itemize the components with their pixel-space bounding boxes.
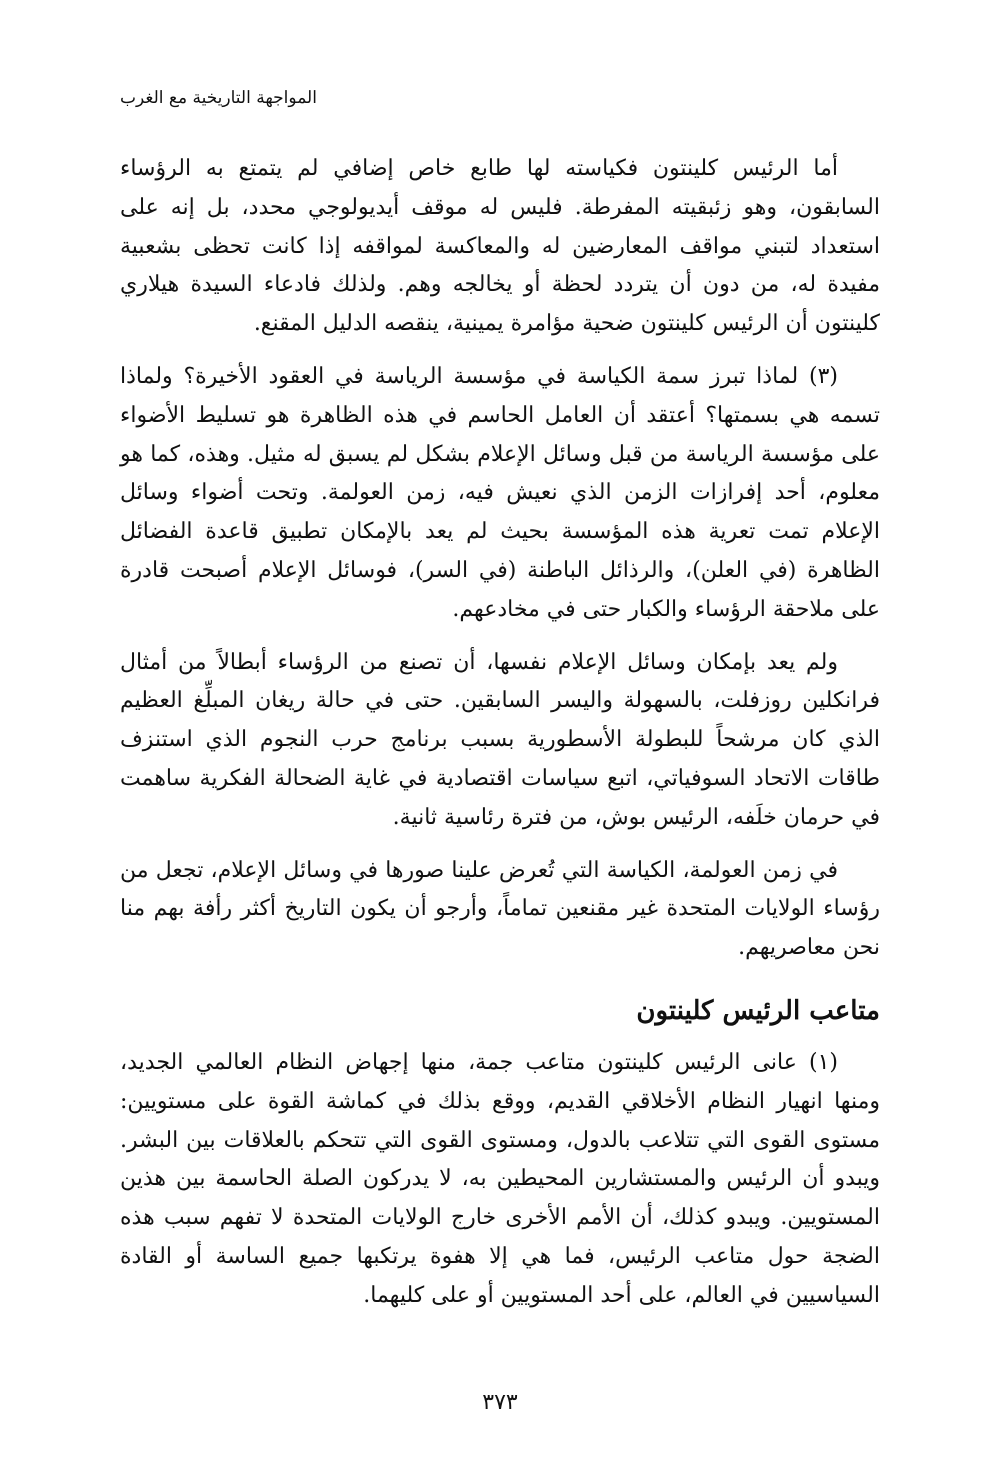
running-head: المواجهة التاريخية مع الغرب <box>120 88 317 108</box>
paragraph: (٣) لماذا تبرز سمة الكياسة في مؤسسة الرياسة في العقود الأخيرة؟ ولماذا تسمه هي بسمتها؟ أعتقد أن العامل الحاسم في هذه الظاهرة هو تسليط الأضواء على مؤسسة الرياسة من قبل وسائل الإعلام بشكل لم يسبق له مثيل. وهذه، كما هو معلوم، أحد إفرازات الزمن الذي نعيش فيه، زمن العولمة. وتحت أضواء وسائل الإعلام تمت تعرية هذه المؤسسة بحيث لم يعد بالإمكان تطبيق قاعدة الفضائل الظاهرة (في العلن)، والرذائل الباطنة (في السر)، فوسائل الإعلام أصبحت قادرة على ملاحقة الرؤساء والكبار حتى في مخادعهم. <box>120 363 880 622</box>
paragraph: (١) عانى الرئيس كلينتون متاعب جمة، منها إجهاض النظام العالمي الجديد، ومنها انهيار النظام الأخلاقي القديم، ووقع بذلك في كماشة القوة على مستويين: مستوى القوى التي تتلاعب بالدول، ومستوى القوى التي تتحكم بالعلاقات بين البشر. ويبدو أن الرئيس والمستشارين المحيطين به، لا يدركون الصلة الحاسمة بين هذين المستويين. ويبدو كذلك، أن الأمم الأخرى خارج الولايات المتحدة لا تفهم سبب هذه الضجة حول متاعب الرئيس، فما هي إلا هفوة يرتكبها جميع الساسة أو القادة السياسيين في العالم، على أحد المستويين أو على كليهما. <box>120 1049 880 1308</box>
paragraph: في زمن العولمة، الكياسة التي تُعرض علينا صورها في وسائل الإعلام، تجعل من رؤساء الولايات المتحدة غير مقنعين تماماً، وأرجو أن يكون التاريخ أكثر رأفة بهم منا نحن معاصريهم. <box>120 857 880 961</box>
paragraph: ولم يعد بإمكان وسائل الإعلام نفسها، أن تصنع من الرؤساء أبطالاً من أمثال فرانكلين روزفلت، بالسهولة واليسر السابقين. حتى في حالة ريغان المبلِّغ العظيم الذي كان مرشحاً للبطولة الأسطورية بسبب برنامج حرب النجوم الذي استنزف طاقات الاتحاد السوفياتي، اتبع سياسات اقتصادية في غاية الضحالة الفكرية ساهمت في حرمان خلَفه، الرئيس بوش، من فترة رئاسية ثانية. <box>120 649 880 830</box>
page-number: ٣٧٣ <box>482 1390 518 1415</box>
section-heading: متاعب الرئيس كلينتون <box>636 995 880 1026</box>
body-text <box>120 150 880 1330</box>
paragraph: أما الرئيس كلينتون فكياسته لها طابع خاص إضافي لم يتمتع به الرؤساء السابقون، وهو زئبقيته المفرطة. فليس له موقف أيديولوجي محدد، بل إنه على استعداد لتبني مواقف المعارضين له والمعاكسة لمواقفه إذا كانت تحظى بشعبية مفيدة له، من دون أن يتردد لحظة أو يخالجه وهم. ولذلك فادعاء السيدة هيلاري كلينتون أن الرئيس كلينتون ضحية مؤامرة يمينية، ينقصه الدليل المقنع. <box>120 156 880 337</box>
